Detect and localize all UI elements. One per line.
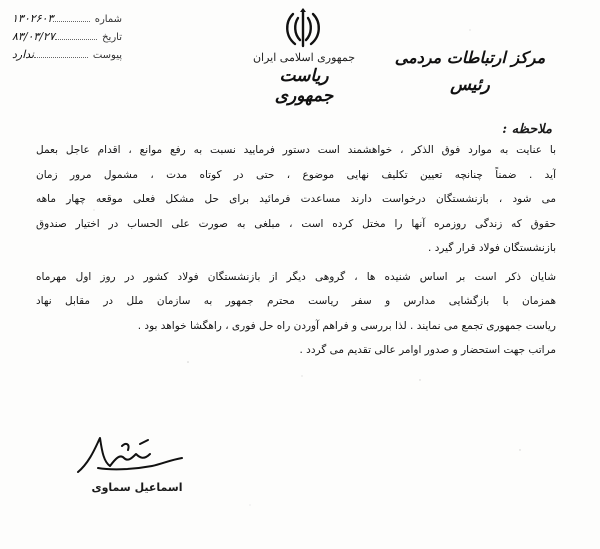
dotted-line: [34, 57, 88, 58]
department-title: رئیس: [450, 75, 490, 95]
body-line: شایان ذکر است بر اساس شنیده ها ، گروهی دیگر از بازنشستگان فولاد کشور در روز اول مهرماه: [36, 270, 556, 283]
body-line: همزمان با بازگشایی مدارس و سفر ریاست محترم جمهور به سازمان ملل در مقابل نهاد: [36, 295, 556, 307]
office-name: ریاست جمهوری: [274, 66, 334, 106]
body-line: آید . ضمناً چنانچه تعیین تکلیف نهایی موضوع ، حتی در کوتاه مدت ، مشمول مرور زمان: [36, 168, 556, 181]
meta-attachment-row: [12, 48, 122, 66]
letter-body: [36, 138, 556, 363]
iran-emblem-icon: [281, 6, 325, 50]
body-line: مراتب جهت استحضار و صدور اوامر عالی تقدیم می گردد .: [299, 344, 556, 356]
meta-date-row: [12, 30, 122, 48]
handwritten-signature: [70, 428, 190, 484]
note-label: ملاحظه :: [502, 122, 552, 137]
date-label: تاریخ: [102, 32, 122, 43]
body-line: حقوق که زندگی روزمره آنها را مختل کرده است ، مبلغی به صورت علی الحساب در اختیار صندوق: [36, 217, 556, 230]
signer-name: اسماعیل سماوی: [91, 481, 183, 494]
body-line: بازنشستگان فولاد قرار گیرد .: [428, 242, 556, 254]
body-line: می شود ، بازنشستگان درخواست دارند مساعدت فرمائید برای حل مشکل فعلی موقعه چهار ماهه: [36, 193, 556, 205]
dotted-line: [55, 39, 97, 40]
dotted-line: [53, 21, 89, 22]
date-value: ۸۳/۰۳/۲۷: [12, 30, 55, 43]
number-value: ۱۳۰۲۶۰۳: [12, 12, 54, 25]
number-label: شماره: [94, 14, 122, 25]
attachment-label: پیوست: [92, 50, 122, 61]
body-line: ریاست جمهوری تجمع می نمایند . لذا بررسی و فراهم آوردن راه حل فوری ، راهگشا خواهد بود .: [137, 319, 556, 332]
attachment-value: ندارد: [12, 48, 35, 61]
department-name: مرکز ارتباطات مردمی: [394, 48, 546, 67]
letter-meta: [12, 12, 122, 66]
meta-number-row: [12, 12, 122, 30]
state-name: جمهوری اسلامی ایران: [252, 51, 356, 64]
body-line: با عنایت به موارد فوق الذکر ، خواهشمند است دستور فرمایید نسبت به رفع موانع ، اقدام عاجل بعمل: [36, 144, 556, 156]
